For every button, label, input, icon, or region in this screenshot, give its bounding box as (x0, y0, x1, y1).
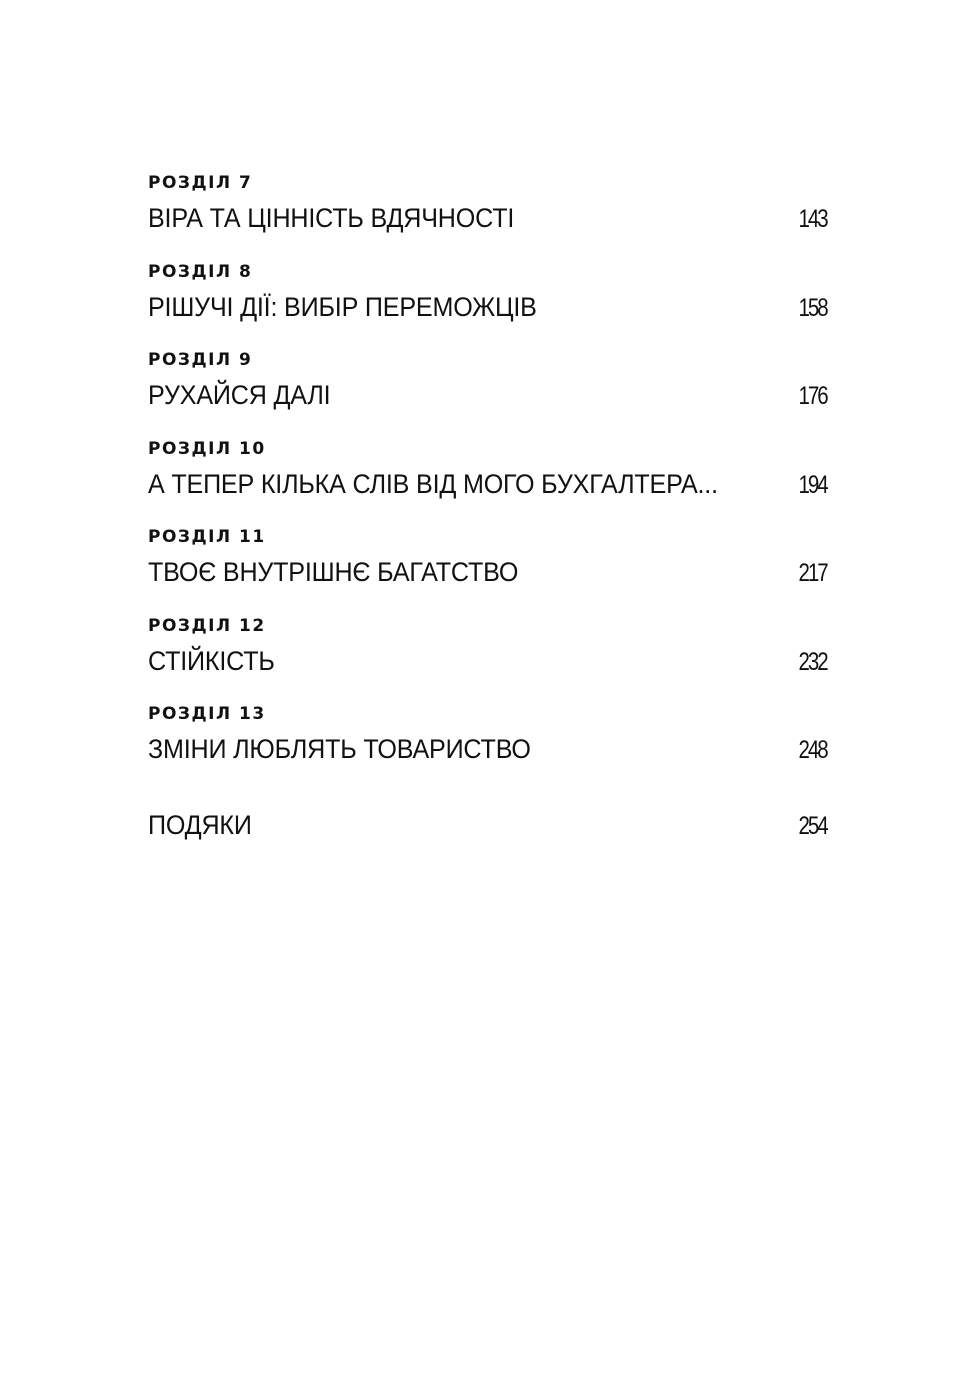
chapter-title: А ТЕПЕР КІЛЬКА СЛІВ ВІД МОГО БУХГАЛТЕРА... (148, 468, 718, 499)
toc-entry-chapter-7[interactable] (148, 168, 828, 257)
toc-title-row (148, 641, 828, 681)
page-number: 248 (798, 736, 827, 764)
chapter-label: РОЗДІЛ 11 (148, 527, 266, 547)
toc-title-row (148, 552, 828, 592)
chapter-title: СТІЙКІСТЬ (148, 645, 275, 676)
page-number: 158 (798, 293, 827, 322)
chapter-title: ЗМІНИ ЛЮБЛЯТЬ ТОВАРИСТВО (148, 734, 531, 764)
toc-title-row (148, 464, 828, 504)
toc-entry-chapter-12[interactable] (148, 611, 828, 700)
page-number: 232 (798, 647, 827, 676)
acknowledgements-title: ПОДЯКИ (148, 810, 252, 840)
page-number: 217 (798, 559, 827, 587)
chapter-title: ТВОЄ ВНУТРІШНЄ БАГАТСТВО (148, 557, 519, 587)
chapter-label: РОЗДІЛ 12 (148, 615, 266, 636)
toc-entry-chapter-10[interactable] (148, 434, 828, 523)
chapter-label: РОЗДІЛ 10 (148, 438, 266, 459)
toc-title-row (148, 198, 828, 238)
page-number: 194 (798, 470, 827, 499)
page-number: 176 (798, 382, 827, 410)
table-of-contents (148, 168, 828, 788)
chapter-title: РУХАЙСЯ ДАЛІ (148, 380, 331, 410)
toc-entry-chapter-13[interactable] (148, 699, 828, 788)
page-number: 254 (798, 812, 827, 840)
page-number: 143 (798, 205, 827, 233)
chapter-label: РОЗДІЛ 7 (148, 173, 253, 193)
chapter-label: РОЗДІЛ 9 (148, 350, 253, 370)
chapter-label: РОЗДІЛ 13 (148, 704, 266, 724)
toc-title-row (148, 287, 828, 327)
chapter-title: РІШУЧІ ДІЇ: ВИБІР ПЕРЕМОЖЦІВ (148, 291, 537, 322)
toc-title-row (148, 375, 828, 415)
chapter-label: РОЗДІЛ 8 (148, 261, 253, 282)
toc-entry-acknowledgements[interactable] (148, 802, 828, 848)
toc-entry-chapter-9[interactable] (148, 345, 828, 434)
toc-entry-chapter-8[interactable] (148, 257, 828, 346)
chapter-title: ВІРА ТА ЦІННІСТЬ ВДЯЧНОСТІ (148, 203, 515, 233)
toc-title-row (148, 729, 828, 769)
toc-entry-chapter-11[interactable] (148, 522, 828, 611)
